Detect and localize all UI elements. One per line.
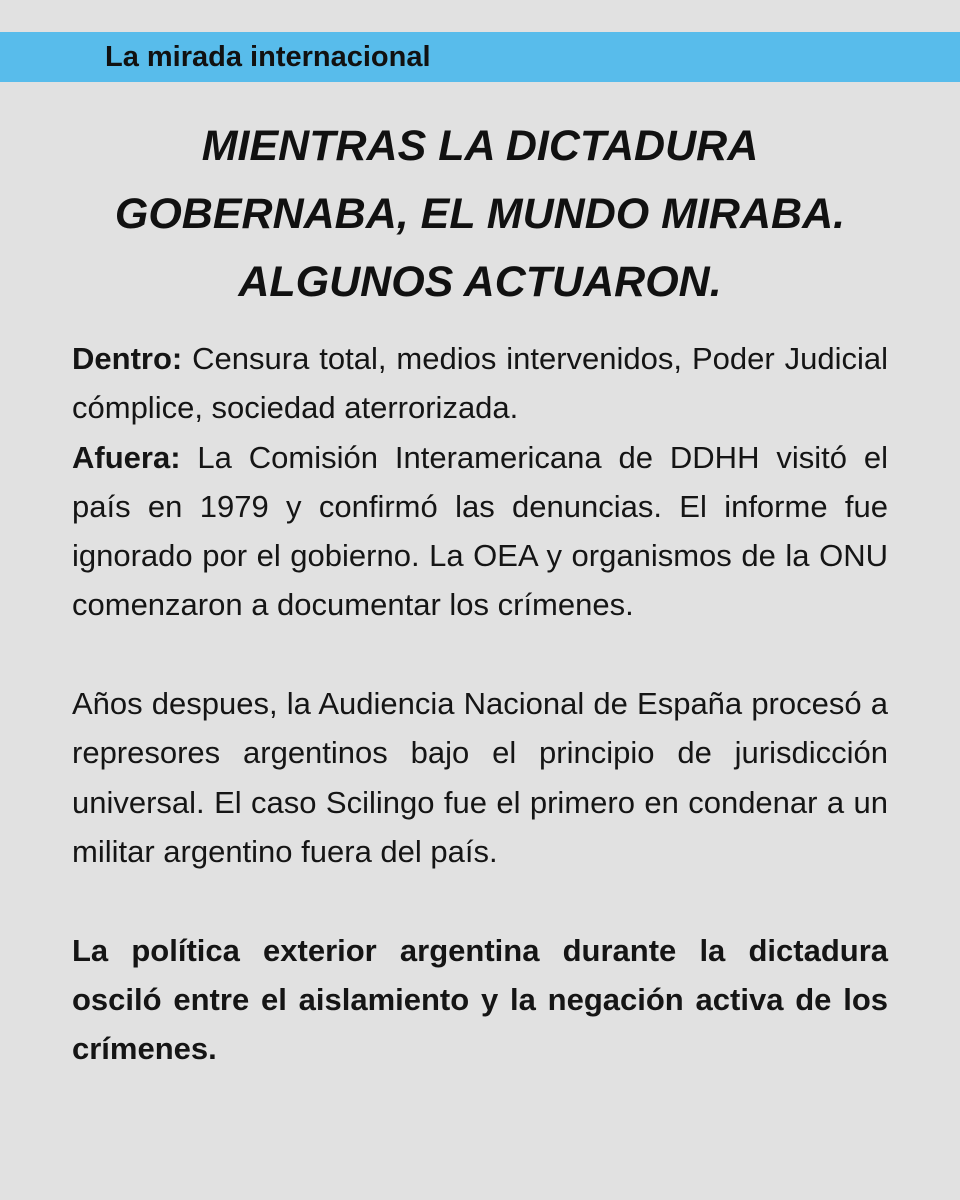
body-text [72,334,888,1073]
paragraph-spain: Años despues, la Audiencia Nacional de España procesó a represores argentinos bajo el principio de jurisdicción universal. El caso Scilingo fue el primero en condenar a un militar argentino fuera del país. [72,686,888,869]
inside-label: Dentro: [72,341,183,376]
outside-label: Afuera: [72,439,181,475]
headline-line: ALGUNOS ACTUARON. [238,258,722,306]
section-title: La mirada internacional [105,41,431,73]
headline-line: GOBERNABA, EL MUNDO MIRABA. [114,190,846,238]
inside-text: Censura total, medios intervenidos, Poder Judicial cómplice, sociedad aterrorizada. [72,341,888,426]
paragraph-outside [72,433,888,630]
headline [60,112,900,316]
headline-line: MIENTRAS LA DICTADURA [201,122,759,170]
paragraph-inside [72,334,888,433]
outside-text: La Comisión Interamericana de DDHH visitó el país en 1979 y confirmó las denuncias. El informe fue ignorado por el gobierno. La OEA y organismos de la ONU comenzaron a documentar los crímenes. [72,439,888,623]
section-banner [0,32,960,82]
paragraph-conclusion: La política exterior argentina durante la dictadura osciló entre el aislamiento y la negación activa de los crímenes. [72,932,888,1067]
